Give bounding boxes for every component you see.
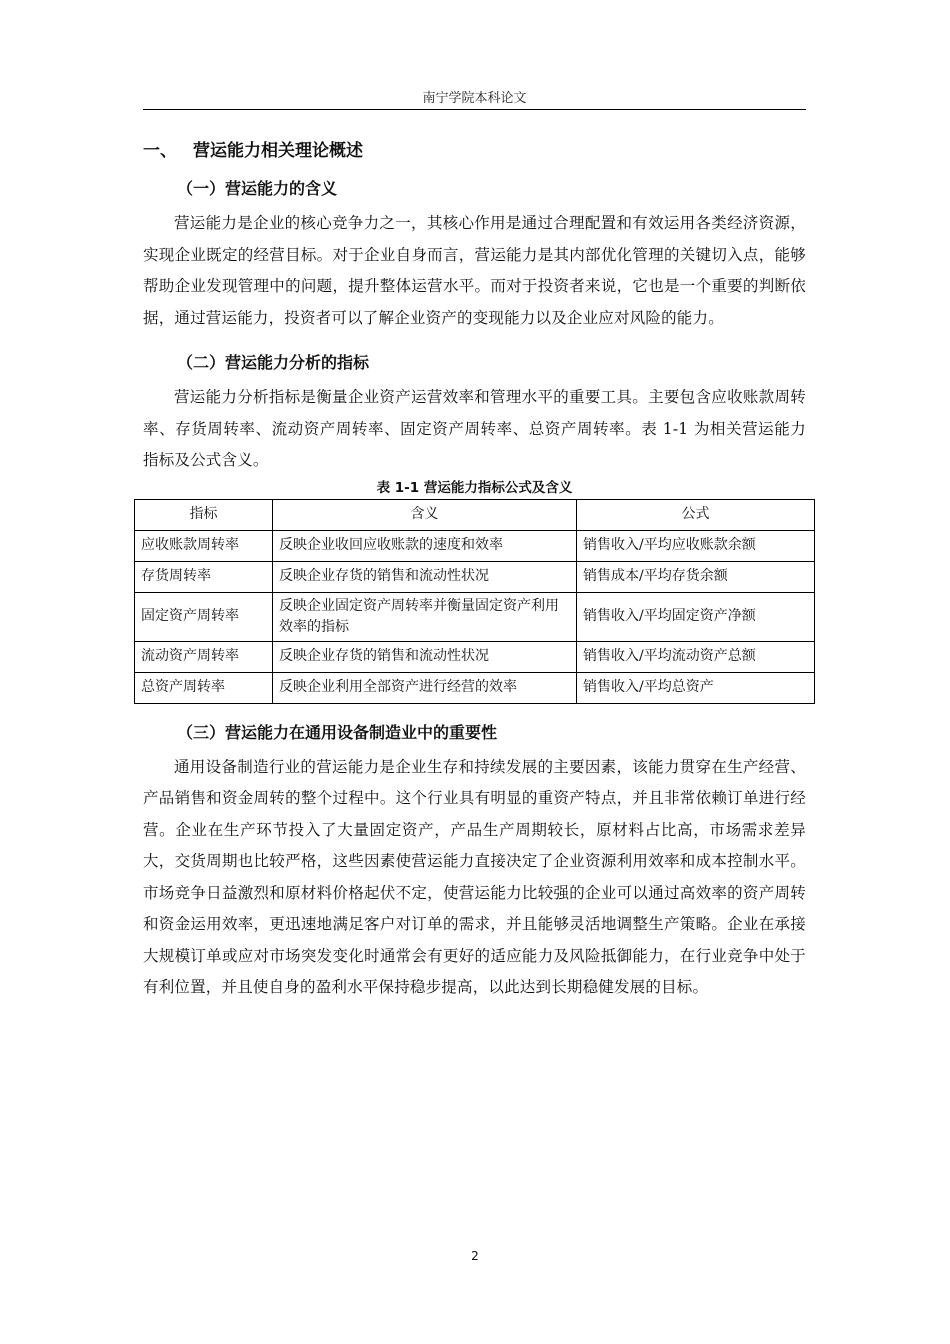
subsection-paragraph-2: 营运能力分析指标是衡量企业资产运营效率和管理水平的重要工具。主要包含应收账款周转率、存货周转率、流动资产周转率、固定资产周转率、总资产周转率。表 1-1 为相关营运能力指标及公式含义。 [143,388,806,469]
table-row [135,672,815,703]
subsection-paragraph-3: 通用设备制造行业的营运能力是企业生存和持续发展的主要因素，该能力贯穿在生产经营、产品销售和资金周转的整个过程中。这个行业具有明显的重资产特点，并且非常依赖订单进行经营。企业在生产环节投入了大量固定资产，产品生产周期较长，原材料占比高，市场需求差异大，交货周期也比较严格，这些因素使营运能力直接决定了企业资源利用效率和成本控制水平。市场竞争日益激烈和原材料价格起伏不定，使营运能力比较强的企业可以通过高效率的资产周转和资金运用效率，更迅速地满足客户对订单的需求，并且能够灵活地调整生产策略。企业在承接大规模订单或应对市场突发变化时通常会有更好的适应能力及风险抵御能力，在行业竞争中处于有利位置，并且使自身的盈利水平保持稳步提高，以此达到长期稳健发展的目标。 [143,757,806,996]
table-row [135,641,815,672]
table-cell-formula: 销售收入/平均应收账款余额 [577,530,815,561]
table-row [135,530,815,561]
page-number: 2 [471,1249,479,1263]
subsection-paragraph-1: 营运能力是企业的核心竞争力之一，其核心作用是通过合理配置和有效运用各类经济资源，实现企业既定的经营目标。对于企业自身而言，营运能力是其内部优化管理的关键切入点，能够帮助企业发现管理中的问题，提升整体运营水平。而对于投资者来说，它也是一个重要的判断依据，通过营运能力，投资者可以了解企业资产的变现能力以及企业应对风险的能力。 [143,214,806,327]
table-cell-meaning: 反映企业存货的销售和流动性状况 [273,561,577,592]
table-cell-indicator: 存货周转率 [135,561,273,592]
section-heading [143,132,806,170]
table-cell-meaning: 反映企业存货的销售和流动性状况 [273,641,577,672]
section-title: 营运能力相关理论概述 [193,141,363,161]
table-cell-meaning: 反映企业固定资产周转率并衡量固定资产利用效率的指标 [273,592,577,641]
running-header: 南宁学院本科论文 [422,91,527,106]
table-cell-indicator: 流动资产周转率 [135,641,273,672]
table-cell-meaning: 反映企业利用全部资产进行经营的效率 [273,672,577,703]
page-content [143,132,806,1004]
table-cell-indicator: 固定资产周转率 [135,592,273,641]
table-cell-formula: 销售成本/平均存货余额 [577,561,815,592]
table-cell-formula: 销售收入/平均流动资产总额 [577,641,815,672]
subsection-heading-2: （二）营运能力分析的指标 [177,353,370,372]
table-header-cell: 含义 [273,499,577,530]
table-cell-indicator: 应收账款周转率 [135,530,273,561]
table-cell-meaning: 反映企业收回应收账款的速度和效率 [273,530,577,561]
table-cell-formula: 销售收入/平均固定资产净额 [577,592,815,641]
header-rule [143,109,806,110]
subsection-heading-3: （三）营运能力在通用设备制造业中的重要性 [177,722,498,742]
table-header-cell: 公式 [577,499,815,530]
subsection-heading-1: （一）营运能力的含义 [177,179,338,198]
table-header-row [135,499,815,530]
table-cell-formula: 销售收入/平均总资产 [577,672,815,703]
table-header-cell: 指标 [135,499,273,530]
metrics-table [134,499,815,704]
table-cell-indicator: 总资产周转率 [135,672,273,703]
table-caption: 表 1-1 营运能力指标公式及含义 [376,479,573,496]
table-row [135,561,815,592]
section-number: 一、 [143,141,177,161]
table-row [135,592,815,641]
